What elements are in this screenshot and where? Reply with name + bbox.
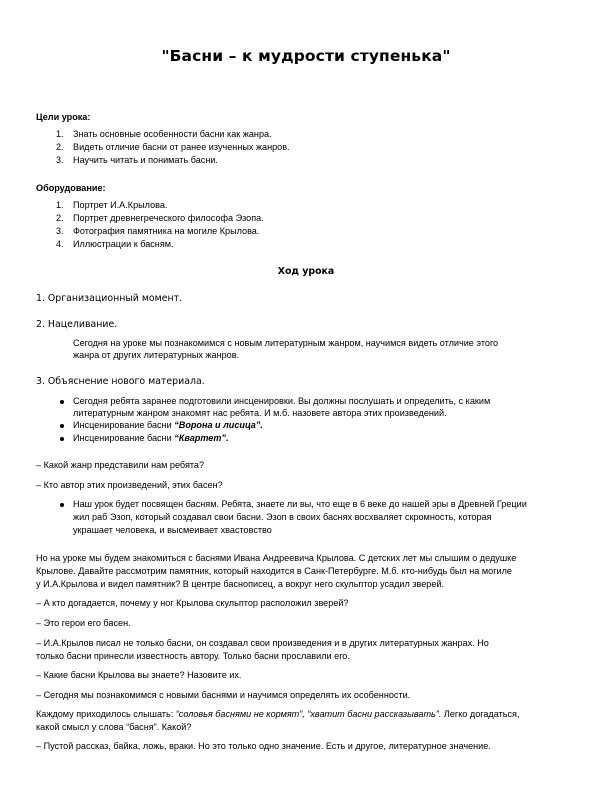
section-3-bullet-1: Сегодня ребята заранее подготовили инсценировки. Вы должны послушать и определить, с каким [73, 396, 491, 406]
section-3-bullet-1: литературным жанром знакомят нас ребята. И м.б. назовете автора этих произведений. [73, 408, 447, 418]
equipment-num-4: 4. [56, 239, 64, 249]
goals-heading: Цели урока: [36, 112, 91, 122]
bullet-icon [60, 503, 64, 507]
section-3-heading: 3. Объяснение нового материала. [36, 376, 205, 387]
bullet-icon [60, 400, 64, 404]
aesop-paragraph: украшает человека, и высмеивает хвастовство [73, 525, 272, 535]
krylov-paragraph: Крылове. Давайте рассмотрим памятник, который находится в Санк-Петербурге. М.б. кто-нибудь был на могиле [36, 566, 512, 576]
goals-item: Научить читать и понимать басни. [73, 155, 218, 165]
goals-num-3: 3. [56, 155, 64, 165]
page-title: "Басни – к мудрости ступенька" [161, 47, 451, 65]
section-2-text: жанра от других литературных жанров. [73, 350, 240, 360]
equipment-num-3: 3. [56, 226, 64, 236]
proverb-quote: “соловья баснями не кормят”, “хватит басни рассказывать”. [175, 709, 442, 719]
goals-item: Знать основные особенности басни как жанра. [73, 129, 272, 139]
question-5: – Какие басни Крылова вы знаете? Назовите их. [36, 670, 242, 680]
question-2: – Кто автор этих произведений, этих басен? [36, 480, 223, 490]
krylov-genres-paragraph: только басни принесли известность автору. Только басни прославили его. [36, 651, 350, 661]
section-1-heading: 1. Организационный момент. [36, 293, 183, 304]
equipment-heading: Оборудование: [36, 183, 106, 193]
proverb-paragraph [36, 708, 520, 721]
section-3-bullet-3 [73, 432, 229, 445]
proverb-paragraph-line-2: какой смысл у слова “басня”. Какой? [36, 722, 192, 732]
aesop-paragraph: Наш урок будет посвящен басням. Ребята, знаете ли вы, что еще в 6 веке до нашей эры в Древней Греции [73, 499, 527, 509]
bullet-2-prefix: Инсценирование басни [73, 420, 175, 430]
answer-heroes: – Это герои его басен. [36, 618, 131, 628]
bullet-3-prefix: Инсценирование басни [73, 433, 175, 443]
bullet-icon [60, 437, 64, 441]
goals-item: Видеть отличие басни от ранее изученных жанров. [73, 142, 290, 152]
section-3-bullet-2 [73, 419, 263, 432]
equipment-item: Фотография памятника на могиле Крылова. [73, 226, 260, 236]
section-2-text: Сегодня на уроке мы познакомимся с новым литературным жанром, научимся видеть отличие этого [73, 338, 499, 348]
goals-num-2: 2. [56, 142, 64, 152]
question-3: – А кто догадается, почему у ног Крылова скульптор расположил зверей? [36, 598, 349, 608]
section-2-heading: 2. Нацеливание. [36, 319, 118, 330]
bullet-icon [60, 424, 64, 428]
krylov-paragraph: Но на уроке мы будем знакомиться с баснями Ивана Андреевича Крылова. С детских лет мы слышим о дедушке [36, 553, 517, 563]
equipment-num-2: 2. [56, 213, 64, 223]
aesop-paragraph: жил раб Эзоп, который создавал свои басни. Эзоп в своих баснях восхваляет скромность, которая [73, 512, 492, 522]
equipment-num-1: 1. [56, 200, 64, 210]
statement-new-fables: – Сегодня мы познакомимся с новыми баснями и научимся определять их особенности. [36, 690, 411, 700]
fable-title-quartet: “Квартет”. [174, 433, 229, 443]
fable-title-crow: “Ворона и лисица”. [174, 420, 263, 430]
proverb-suffix: Легко догадаться, [441, 709, 520, 719]
equipment-item: Иллюстрации к басням. [73, 239, 174, 249]
krylov-genres-paragraph: – И.А.Крылов писал не только басни, он создавал свои произведения и в других литературных жанрах. Но [36, 638, 489, 648]
lesson-heading: Ход урока [277, 266, 335, 277]
equipment-item: Портрет И.А.Крылова. [73, 200, 168, 210]
answer-meaning: – Пустой рассказ, байка, ложь, враки. Но это только одно значение. Есть и другое, литературное значение. [36, 741, 491, 751]
question-1: – Какой жанр представили нам ребята? [36, 460, 205, 470]
krylov-paragraph: у И.А.Крылова и видел памятник? В центре баснописец, а вокруг него скульптор усадил зверей. [36, 579, 445, 589]
equipment-item: Портрет древнегреческого философа Эзопа. [73, 213, 264, 223]
proverb-prefix: Каждому приходилось слышать: [36, 709, 176, 719]
goals-num-1: 1. [56, 129, 64, 139]
